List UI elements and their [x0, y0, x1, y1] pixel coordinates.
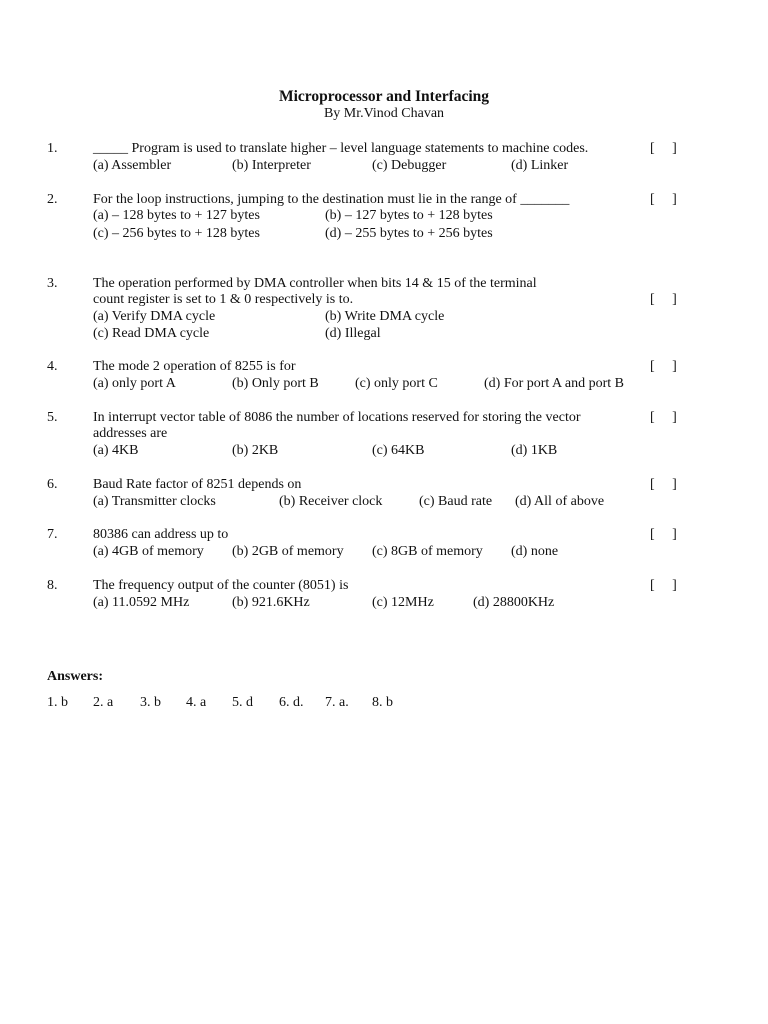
option-b: (b) 2GB of memory: [232, 544, 344, 559]
option-a: (a) Verify DMA cycle: [93, 309, 216, 324]
option-d: (d) 1KB: [511, 443, 558, 458]
question-number: 2.: [47, 192, 58, 207]
answer-item: 8. b: [372, 695, 393, 710]
option-b: (b) 2KB: [232, 443, 279, 458]
option-c: (c) 8GB of memory: [372, 544, 483, 559]
option-c: (c) 12MHz: [372, 595, 434, 610]
question-text-continued: addresses are: [93, 426, 168, 441]
option-d: (d) – 255 bytes to + 256 bytes: [325, 226, 493, 241]
option-c: (c) Debugger: [372, 158, 447, 173]
answer-item: 5. d: [232, 695, 253, 710]
option-c: (c) Baud rate: [419, 494, 493, 509]
question-text: For the loop instructions, jumping to the destination must lie in the range of _______: [93, 192, 570, 207]
question-text: _____ Program is used to translate higher – level language statements to machine codes.: [93, 141, 589, 156]
answers-heading: Answers:: [47, 669, 103, 684]
option-c: (c) – 256 bytes to + 128 bytes: [93, 226, 260, 241]
option-c: (c) only port C: [355, 376, 438, 391]
answer-item: 4. a: [186, 695, 207, 710]
answer-bracket: [ ]: [650, 477, 677, 492]
answer-item: 3. b: [140, 695, 161, 710]
answer-bracket: [ ]: [650, 410, 677, 425]
option-b: (b) Interpreter: [232, 158, 311, 173]
question-number: 1.: [47, 141, 58, 156]
answer-bracket: [ ]: [650, 141, 677, 156]
question-number: 6.: [47, 477, 58, 492]
option-d: (d) Illegal: [325, 326, 381, 341]
option-d: (d) All of above: [515, 494, 605, 509]
option-a: (a) only port A: [93, 376, 176, 391]
option-a: (a) Transmitter clocks: [93, 494, 216, 509]
answer-bracket: [ ]: [650, 192, 677, 207]
option-b: (b) – 127 bytes to + 128 bytes: [325, 208, 493, 223]
option-d: (d) Linker: [511, 158, 569, 173]
document-title: Microprocessor and Interfacing: [278, 88, 490, 105]
question-number: 8.: [47, 578, 58, 593]
option-a: (a) 11.0592 MHz: [93, 595, 190, 610]
question-number: 7.: [47, 527, 58, 542]
option-d: (d) none: [511, 544, 559, 559]
option-d: (d) 28800KHz: [473, 595, 555, 610]
option-b: (b) Receiver clock: [279, 494, 383, 509]
question-number: 5.: [47, 410, 58, 425]
option-b: (b) Write DMA cycle: [325, 309, 445, 324]
answer-bracket: [ ]: [650, 578, 677, 593]
question-text: 80386 can address up to: [93, 527, 229, 542]
option-a: (a) 4GB of memory: [93, 544, 204, 559]
question-text: The frequency output of the counter (8051) is: [93, 578, 349, 593]
question-text-continued: count register is set to 1 & 0 respectively is to.: [93, 292, 354, 307]
question-text: In interrupt vector table of 8086 the number of locations reserved for storing the vector: [93, 410, 581, 425]
document-author: By Mr.Vinod Chavan: [323, 106, 445, 121]
option-c: (c) 64KB: [372, 443, 425, 458]
answer-bracket: [ ]: [650, 359, 677, 374]
option-a: (a) – 128 bytes to + 127 bytes: [93, 208, 260, 223]
option-d: (d) For port A and port B: [484, 376, 624, 391]
option-b: (b) Only port B: [232, 376, 319, 391]
option-c: (c) Read DMA cycle: [93, 326, 210, 341]
answer-bracket: [ ]: [650, 527, 677, 542]
question-text: The operation performed by DMA controller when bits 14 & 15 of the terminal: [93, 276, 537, 291]
answer-item: 1. b: [47, 695, 68, 710]
answer-item: 2. a: [93, 695, 114, 710]
answer-item: 7. a.: [325, 695, 349, 710]
question-text: The mode 2 operation of 8255 is for: [93, 359, 296, 374]
question-text: Baud Rate factor of 8251 depends on: [93, 477, 302, 492]
question-number: 3.: [47, 276, 58, 291]
question-number: 4.: [47, 359, 58, 374]
option-a: (a) Assembler: [93, 158, 172, 173]
option-b: (b) 921.6KHz: [232, 595, 310, 610]
option-a: (a) 4KB: [93, 443, 139, 458]
answer-bracket: [ ]: [650, 292, 677, 307]
answer-item: 6. d.: [279, 695, 304, 710]
